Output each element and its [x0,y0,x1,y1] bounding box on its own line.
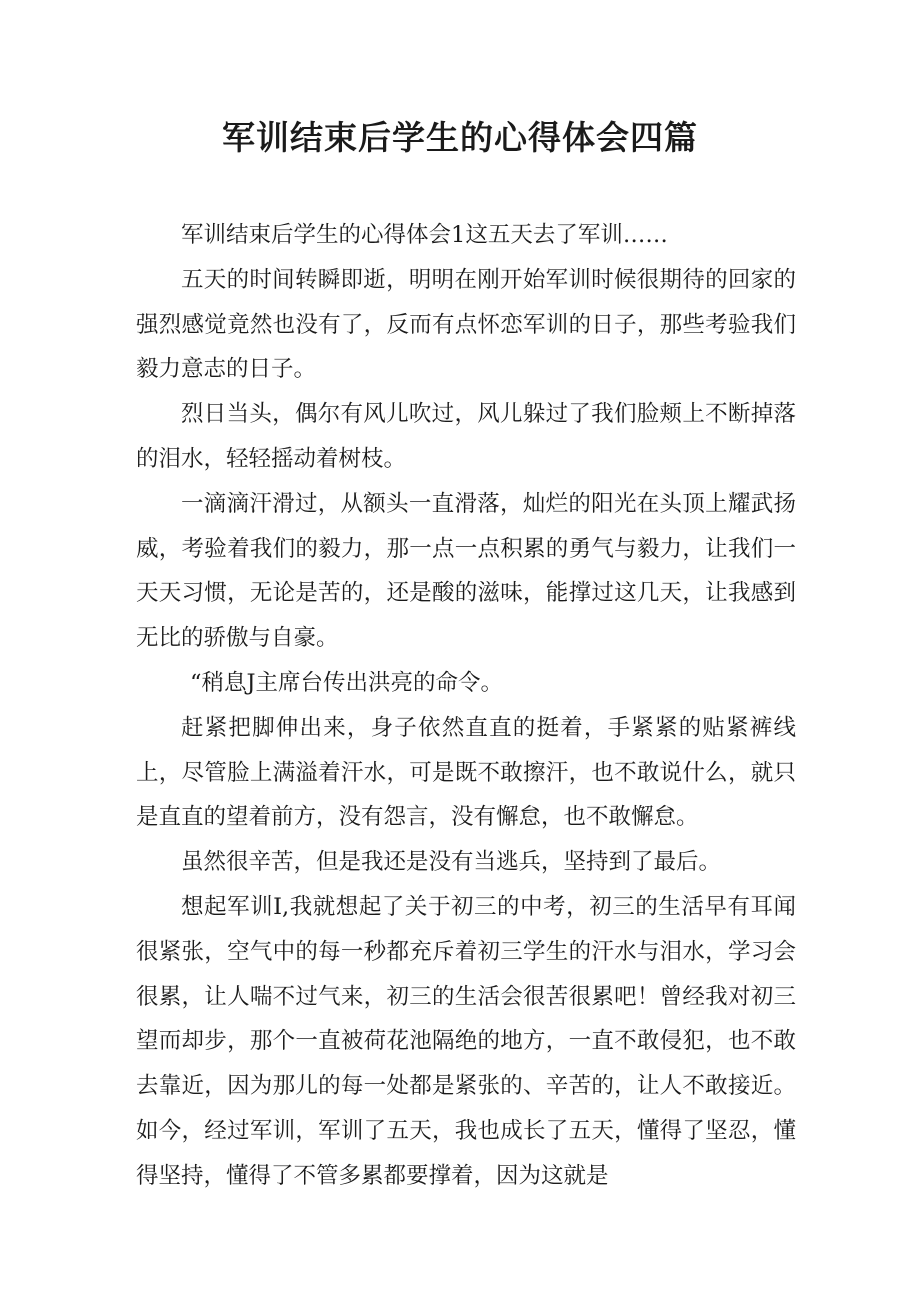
paragraph: 虽然很辛苦，但是我还是没有当逃兵，坚持到了最后。 [181,849,722,876]
paragraph-intro: 军训结束后学生的心得体会1这五天去了军训…… [181,222,668,248]
paragraph: 想起军训I,我就想起了关于初三的中考，初三的生活早有耳闻很紧张，空气中的每一秒都充斥着初三学生的汗水与泪水，学习会很累，让人喘不过气来，初三的生活会很苦很累吧！曾经我对初三望而却步，那个一直被荷花池隔绝的地方，一直不敢侵犯，也不敢去靠近，因为那儿的每一处都是紧张的、辛苦的，让人不敢接近。如今，经过军训，军训了五天，我也成长了五天，懂得了坚忍，懂得坚持，懂得了不管多累都要撑着，因为这就是 [136,893,796,1189]
document-body [136,213,796,1199]
paragraph: 赶紧把脚伸出来，身子依然直直的挺着，手紧紧的贴紧裤线上，尽管脸上满溢着汗水，可是既不敢擦汗，也不敢说什么，就只是直直的望着前方，没有怨言，没有懈怠，也不敢懈怠。 [136,714,796,831]
paragraph: 烈日当头，偶尔有风儿吹过，风儿躲过了我们脸颊上不断掉落的泪水，轻轻摇动着树枝。 [136,401,796,472]
paragraph: 一滴滴汗滑过，从额头一直滑落，灿烂的阳光在头顶上耀武扬威，考验着我们的毅力，那一点一点积累的勇气与毅力，让我们一天天习惯，无论是苦的，还是酸的滋味，能撑过这几天，让我感到无比的骄傲与自豪。 [136,490,796,652]
document-title: 军训结束后学生的心得体会四篇 [222,118,698,157]
paragraph: 五天的时间转瞬即逝，明明在刚开始军训时候很期待的回家的强烈感觉竟然也没有了，反而有点怀恋军训的日子，那些考验我们毅力意志的日子。 [136,266,796,383]
paragraph-quote: “稍息J主席台传出洪亮的命令。 [190,669,504,696]
